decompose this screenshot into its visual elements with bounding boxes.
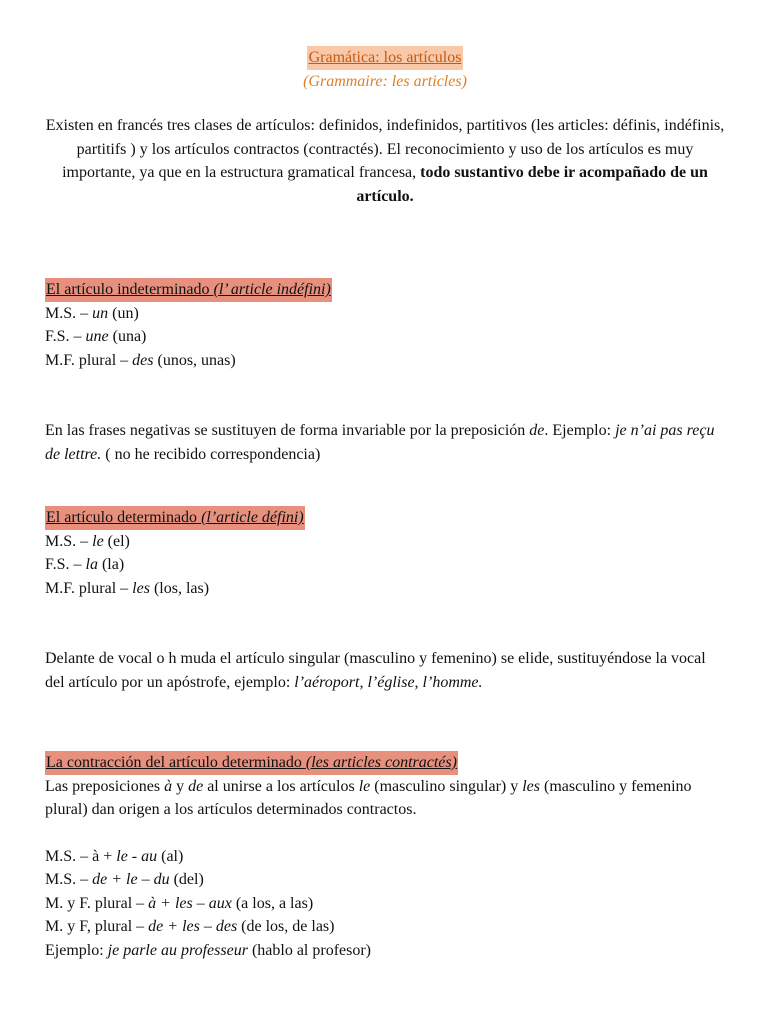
contraction-list [45, 845, 725, 963]
intro-bold: todo sustantivo debe ir acompañado de un artículo. [356, 164, 708, 205]
heading-french: (l’article défini) [201, 509, 304, 526]
intro-paragraph [45, 114, 725, 208]
section-heading-indefinite [45, 278, 332, 302]
row-plural: M.F. plural – les (los, las) [45, 579, 210, 597]
intro-text: Existen en francés tres clases de artículos: definidos, indefinidos, partitivos (les articles: définis, indéfinis, partitifs ) y los artículos contractos (contractés). El reconocimiento y uso de los artículos es muy importante, ya que en la estructura gramatical francesa, [45, 117, 725, 181]
row-ms: M.S. – le (el) [45, 532, 130, 550]
note-negative: En las frases negativas se sustituyen de forma invariable por la preposición de. Ejemplo: je n’ai pas reçu de lettre. ( no he recibido correspondencia) [45, 422, 715, 463]
heading-text: La contracción del artículo determinado [46, 754, 302, 771]
heading-text: El artículo determinado [46, 509, 198, 526]
contraction-row: M.S. – à + le - au (al) [45, 847, 184, 865]
contraction-row: M. y F, plural – de + les – des (de los, de las) [45, 918, 335, 935]
section-heading-definite [45, 506, 305, 530]
row-ms: M.S. – un (un) [45, 304, 139, 322]
contraction-row: M.S. – de + le – du (del) [45, 871, 204, 888]
page-subtitle: (Grammaire: les articles) [303, 72, 467, 90]
section-indefinite [45, 278, 725, 466]
row-plural: M.F. plural – des (unos, unas) [45, 351, 236, 369]
example-row: Ejemplo: je parle au professeur (hablo al profesor) [45, 941, 371, 959]
document-page [45, 46, 725, 962]
page-title: Gramática: los artículos [307, 46, 464, 70]
heading-text: El artículo indeterminado [46, 281, 210, 298]
heading-french: (les articles contractés) [305, 754, 457, 771]
title-block [45, 46, 725, 93]
row-fs: F.S. – la (la) [45, 556, 125, 573]
section-heading-contraction [45, 751, 458, 775]
section-definite [45, 506, 725, 694]
heading-french: (l’ article indéfini) [213, 281, 331, 298]
contraction-row: M. y F. plural – à + les – aux (a los, a las) [45, 894, 314, 912]
section-contraction [45, 751, 725, 962]
row-fs: F.S. – une (una) [45, 328, 147, 345]
contraction-paragraph: Las preposiciones à y de al unirse a los artículos le (masculino singular) y les (masculino y femenino plural) dan origen a los artículos determinados contractos. [45, 777, 692, 818]
note-elision: Delante de vocal o h muda el artículo singular (masculino y femenino) se elide, sustituyéndose la vocal del artículo por un apóstrofe, ejemplo: l’aéroport, l’église, l’homme. [45, 650, 706, 691]
